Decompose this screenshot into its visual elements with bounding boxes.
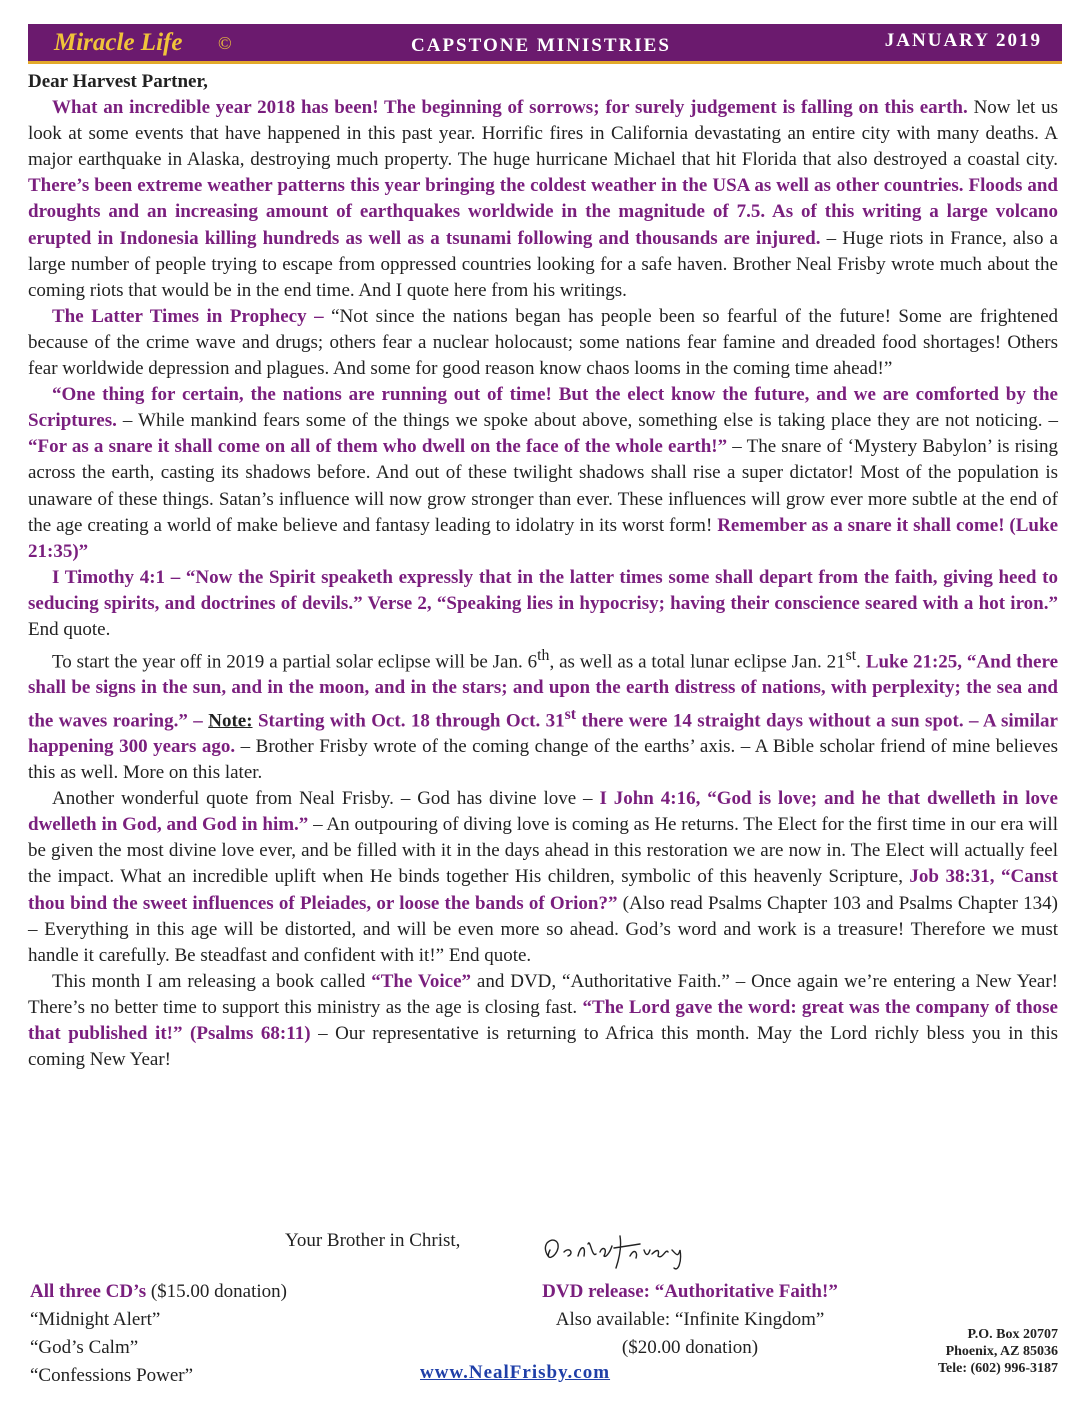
- highlight-text: There’s been extreme weather patterns this year bringing the coldest weather in the USA as well as other countries. Floods and droughts and an increasing amount of earthquakes worldwide in the magnitude of 7.5. As of this writing a large volcano erupted in Indonesia killing hundreds as well as a tsunami following and thousands are injured.: [28, 175, 1058, 249]
- paragraph-3: [28, 382, 1058, 565]
- copyright-symbol: ©: [218, 33, 232, 53]
- dvd-offer: [540, 1278, 840, 1362]
- letter-body: [28, 69, 1058, 1073]
- note-label: Note:: [208, 709, 253, 731]
- body-text: Now let us look at some events that have happened in this past year. Horrific fires in California devastating an entire city with many deaths. A major earthquake in Alaska, destroying much property. The huge hurricane Michael that hit Florida that also destroyed a coastal city.: [28, 97, 1059, 171]
- paragraph-2: [28, 304, 1058, 382]
- body-text: , as well as a total lunar eclipse Jan. 21: [549, 651, 846, 673]
- body-text: End quote.: [28, 618, 111, 640]
- greeting: Dear Harvest Partner,: [28, 71, 208, 92]
- highlight-text: I John 4:16, “God is love; and he that dwelleth in love dwelleth in God, and God in him.”: [28, 788, 1058, 836]
- body-text: Another wonderful quote from Neal Frisby. – God has divine love –: [52, 788, 600, 810]
- paragraph-4: [28, 565, 1058, 643]
- website-link[interactable]: www.NealFrisby.com: [420, 1362, 611, 1383]
- body-text: (Also read Psalms Chapter 103 and Psalms Chapter 134) – Everything in this age will be distorted, and will be even more so ahead. God’s word and work is a treasure! Therefore we must handle it carefully. Be steadfast and confident with it!” End quote.: [28, 892, 1058, 966]
- paragraph-5: [28, 643, 1058, 786]
- issue-date: JANUARY 2019: [884, 30, 1042, 51]
- paragraph-1: [28, 95, 1058, 304]
- superscript: st: [564, 705, 577, 723]
- highlight-text: there were 14 straight days without a sun spot. – A similar happening 300 years ago.: [28, 709, 1058, 757]
- body-text: “Not since the nations began has people been so fearful of the future! Some are frightened because of the crime wave and drugs; others fear a nuclear holocaust; some nations fear famine and dreaded food shortages! Others fear worldwide depression and plagues. And some for good reason know chaos looms in the coming time ahead!”: [28, 305, 1059, 380]
- highlight-text: –: [187, 709, 209, 731]
- body-text: – An outpouring of diving love is coming as He returns. The Elect for the first time in our era will be given the most divine love ever, and be filled with it in the days ahead in this restoration we are now in. The Elect will actually feel the impact. What an incredible uplift when He binds together His children, symbolic of this heavenly Scripture,: [28, 814, 1058, 888]
- contact-address: [880, 1326, 1058, 1377]
- po-box: P.O. Box 20707: [967, 1327, 1058, 1342]
- cd-offer: [30, 1278, 287, 1390]
- highlight-text: The Latter Times in Prophecy –: [52, 305, 324, 327]
- body-text: – Brother Frisby wrote of the coming change of the earths’ axis. – A Bible scholar friend of mine believes this as well. More on this later.: [28, 736, 1058, 784]
- cd-title: “Confessions Power”: [30, 1365, 194, 1386]
- superscript: st: [845, 647, 857, 665]
- highlight-text: “For as a snare it shall come on all of them who dwell on the face of the whole earth!”: [28, 436, 728, 458]
- highlight-text: I Timothy 4:1 – “Now the Spirit speaketh expressly that in the latter times some shall depart from the faith, giving heed to seducing spirits, and doctrines of devils.” Verse 2, “Speaking lies in hypocrisy; having their conscience seared with a hot iron.”: [28, 566, 1058, 614]
- dvd-also-available: Also available: “Infinite Kingdom”: [555, 1309, 825, 1330]
- body-text: and DVD, “Authoritative Faith.” – Once again we’re entering a New Year! There’s no better time to support this ministry as the age is closing fast.: [28, 970, 1058, 1018]
- cd-title: “God’s Calm”: [30, 1337, 139, 1358]
- superscript: th: [537, 647, 550, 665]
- paragraph-6: [28, 786, 1058, 969]
- dvd-donation: ($20.00 donation): [621, 1337, 759, 1358]
- dvd-release-title: DVD release: “Authoritative Faith!”: [542, 1281, 838, 1302]
- body-text: – Our representative is returning to Africa this month. May the Lord richly bless you in this coming New Year!: [28, 1023, 1058, 1071]
- phone-number: Tele: (602) 996-3187: [937, 1361, 1058, 1376]
- body-text: This month I am releasing a book called: [52, 970, 372, 992]
- highlight-text: “The Lord gave the word: great was the company of those that published it!” (Psalms 68:11): [28, 996, 1058, 1045]
- city-state-zip: Phoenix, AZ 85036: [945, 1344, 1058, 1359]
- signature-image: [530, 1228, 720, 1272]
- cd-offer-title: All three CD’s: [30, 1281, 147, 1302]
- closing-line: Your Brother in Christ,: [285, 1230, 461, 1251]
- paragraph-7: [28, 969, 1058, 1073]
- body-text: – While mankind fears some of the things we spoke about above, something else is taking place they are not noticing. –: [116, 410, 1058, 432]
- body-text: – The snare of ‘Mystery Babylon’ is rising across the earth, casting its shadows before. And out of these twilight shadows shall rise a super dictator! Most of the population is unaware of these things. Satan’s influence will now grow stronger than ever. These influences will grow ever more subtle at the end of the age creating a world of make believe and fantasy leading to idolatry in its worst form!: [28, 436, 1058, 536]
- body-text: To start the year off in 2019 a partial solar eclipse will be Jan. 6: [52, 651, 538, 673]
- body-text: .: [856, 651, 866, 673]
- ministry-name: CAPSTONE MINISTRIES: [411, 35, 671, 56]
- highlight-text: Remember as a snare it shall come! (Luke 21:35)”: [28, 514, 1058, 562]
- cd-title: “Midnight Alert”: [30, 1309, 161, 1330]
- cd-offer-donation: ($15.00 donation): [146, 1281, 287, 1302]
- body-text: – Huge riots in France, also a large number of people trying to escape from oppressed countries looking for a safe haven. Brother Neal Frisby wrote much about the coming riots that would be in the end time. And I quote here from his writings.: [28, 227, 1058, 301]
- highlight-text: Luke 21:25, “And there shall be signs in the sun, and in the moon, and in the stars; and upon the earth distress of nations, with perplexity; the sea and the waves roaring.”: [28, 651, 1058, 731]
- highlight-text: “One thing for certain, the nations are running out of time! But the elect know the future, and we are comforted by the Scriptures.: [28, 384, 1058, 432]
- miracle-life-logo: Miracle Life: [54, 29, 183, 56]
- highlight-text: “The Voice”: [371, 970, 472, 992]
- newsletter-header: [28, 24, 1062, 64]
- highlight-text: Starting with Oct. 18 through Oct. 31: [252, 709, 565, 731]
- highlight-text: Job 38:31, “Canst thou bind the sweet influences of Pleiades, or loose the bands of Orion?”: [28, 866, 1058, 914]
- highlight-text: What an incredible year 2018 has been! The beginning of sorrows; for surely judgement is falling on this earth.: [52, 97, 968, 119]
